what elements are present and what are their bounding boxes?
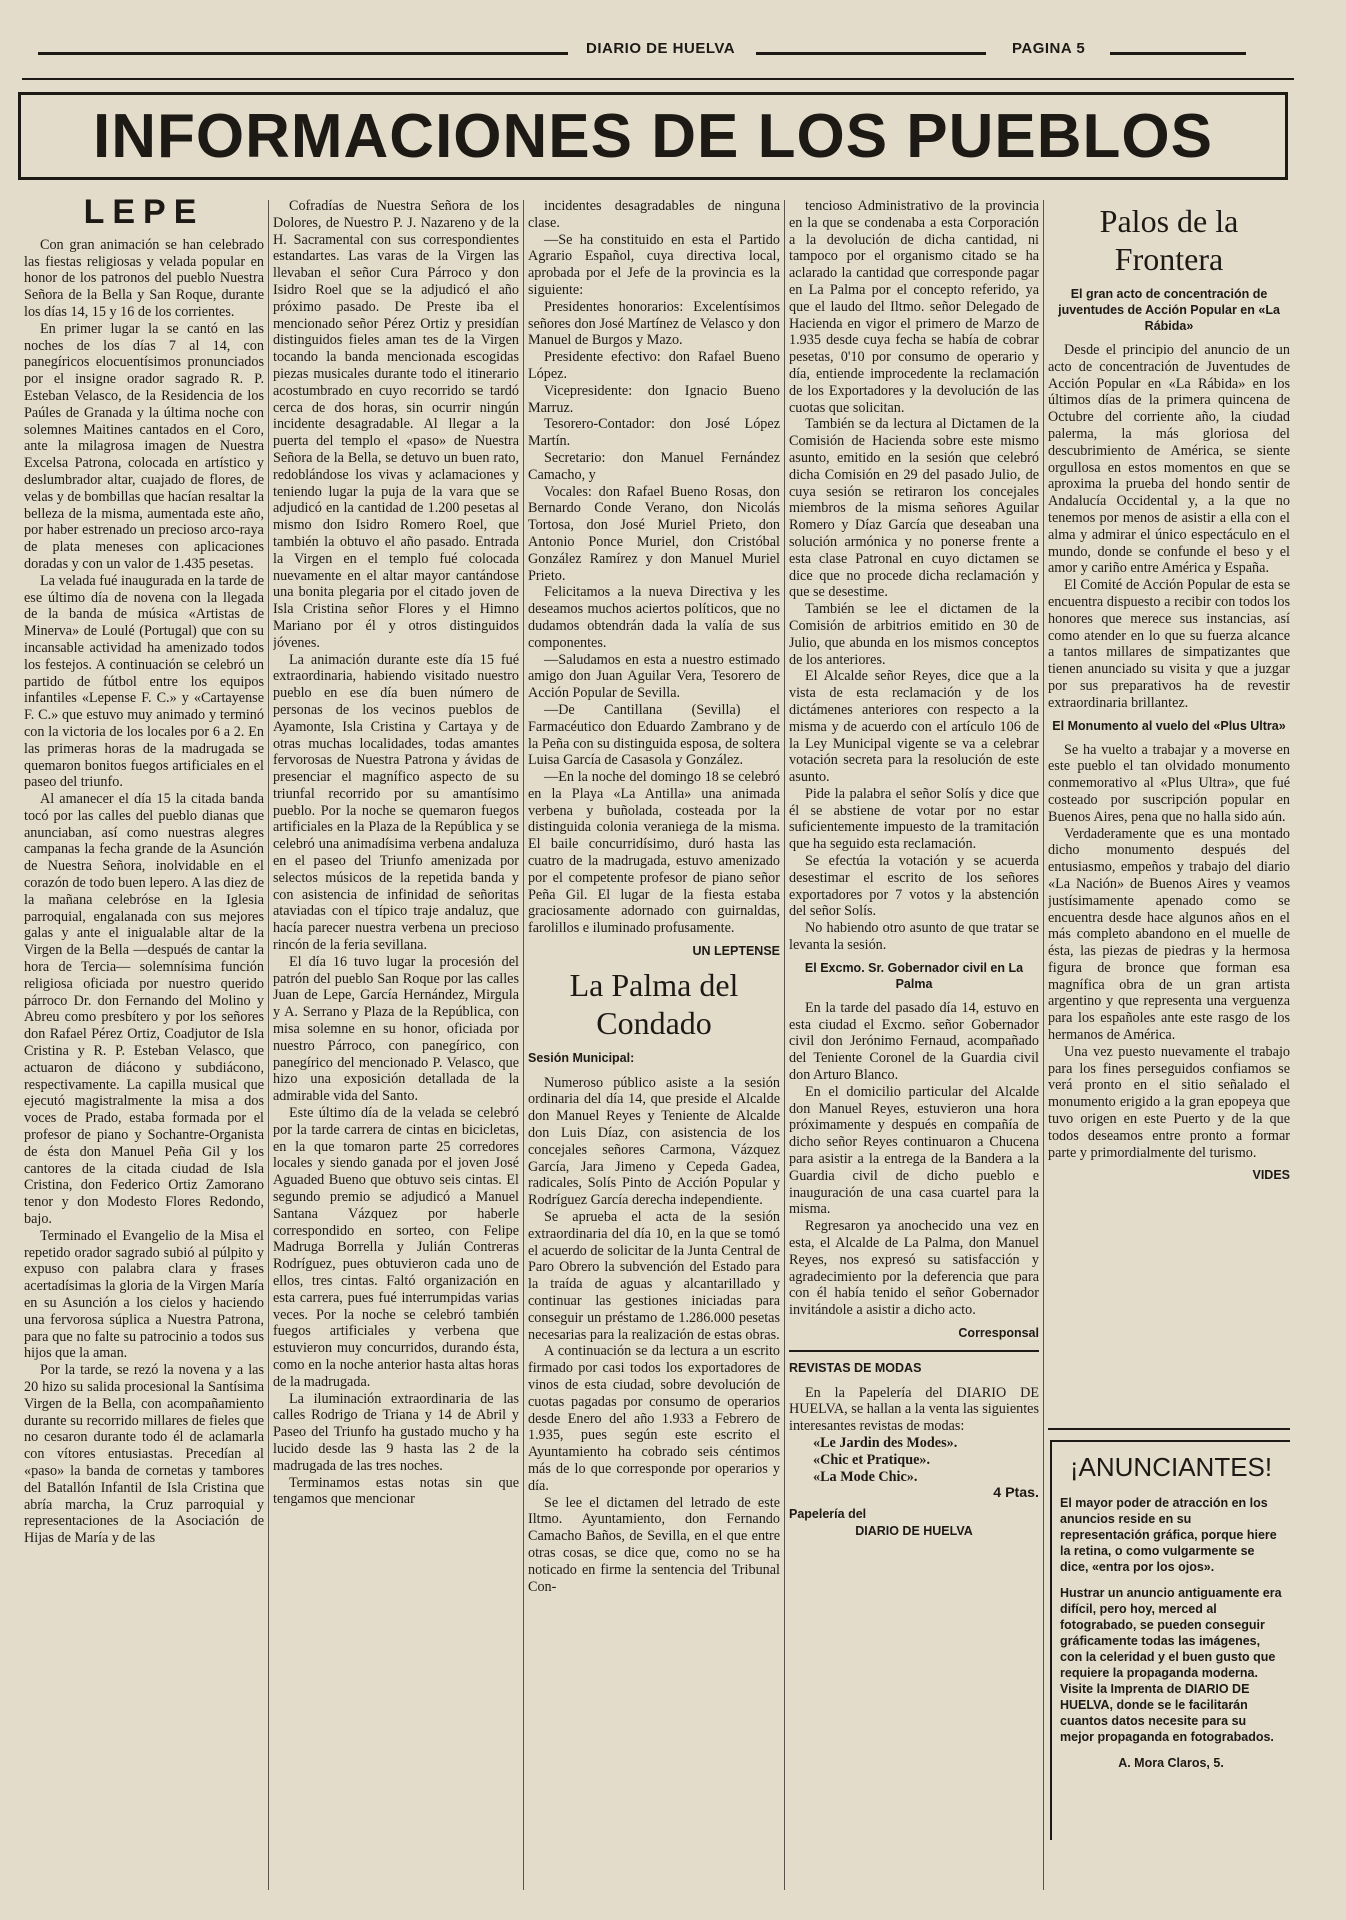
lepe-paragraph: —En la noche del domingo 18 se celebró en la Playa «La Antilla» una animada verbena y buñolada, costeada por la distinguida colonia veraniega de la misma. El baile concurridísimo, duró hasta las cuatro de la madrugada, estuvo amenizado por el competente profesor de piano señor Peña Gil. El lugar de la fiesta estaba graciosamente adornado con guirnaldas, farolillos e iluminado profusamente. xyxy=(528,769,780,937)
lepe-paragraph: Secretario: don Manuel Fernández Camacho, y xyxy=(528,449,780,483)
palma-paragraph: Pide la palabra el señor Solís y dice que él se abstiene de votar por no estar suficientemente impuesto de la tramitación que ha seguido esta reclamación. xyxy=(789,785,1039,853)
governor-paragraph: Regresaron ya anochecido una vez en esta, el Alcalde de La Palma, don Manuel Reyes, nos expresó su satisfacción y agradecimiento por la deferencia que para con él había tenido el señor Gobernador invitándole a asistir a dicho acto. xyxy=(789,1218,1039,1319)
lepe-paragraph: —De Cantillana (Sevilla) el Farmacéutico don Eduardo Zambrano y de la Peña con su distinguida esposa, de soltera Luisa García de Casasola y González. xyxy=(528,701,780,769)
palma-paragraph: También se lee el dictamen de la Comisión de arbitrios emitido en 30 de Julio, que abunda en los mismos conceptos de los anteriores. xyxy=(789,601,1039,668)
lepe-paragraph: Este último día de la velada se celebró por la tarde carrera de cintas en bicicletas, en la que tomaron parte 25 corredores locales y siendo ganada por el joven José Aguaded Bueno que obtuvo seis cintas. El segundo premio se adjudicó a Manuel Santana Vázquez por haberle correspondido en sorteo, con Felipe Madruga Borrella y Julián Contreras Rodríguez, pues obtuvieron cada uno de ellos, tres cintas. Faltó organización en esta carrera, pues fué interrumpidas varias veces. Por la noche se celebró también fuegos artificiales y verbena que estuvieron muy concurridos, durando ésta, como en la noche anterior hasta altas horas de la madrugada. xyxy=(273,1105,519,1390)
lepe-paragraph: La velada fué inaugurada en la tarde de ese último día de novena con la llegada de la banda de música «Artistas de Minerva» de Loulé (Portugal) que con su incansable actividad ha amenizado todos los festejos. A continuación se celebró un partido de fútbol entre los equipos infantiles «Lepense F. C.» y «Cartayense F. C.» que estuvo muy animado y terminó con la victoria de los locales por 6 a 2. En las primeras horas de la madrugada se quemaron bonitos fuegos artificiales en el paseo del triunfo. xyxy=(24,572,264,791)
column-lepe xyxy=(24,198,264,1898)
column-palma xyxy=(528,198,780,1898)
revistas-price: 4 Ptas. xyxy=(993,1485,1039,1502)
lepe-paragraph: Vocales: don Rafael Bueno Rosas, don Bernardo Conde Verano, don Nicolás Tortosa, don José Muriel Prieto, don Antonio Ponce Muriel, don Cristóbal González Ramírez y don Manuel Muriel Prieto. xyxy=(528,483,780,584)
revistas-item: «Le Jardin des Modes». xyxy=(813,1434,958,1451)
palma-paragraph: No habiendo otro asunto de que tratar se levanta la sesión. xyxy=(789,920,1039,954)
page-number: PAGINA 5 xyxy=(1012,40,1086,57)
lepe-paragraph: Presidente efectivo: don Rafael Bueno López. xyxy=(528,349,780,382)
palos-subtitle: El gran acto de concentración de juventudes de Acción Popular en «La Rábida» xyxy=(1058,287,1280,333)
palma-paragraph: También se da lectura al Dictamen de la Comisión de Hacienda sobre este mismo asunto, emitido en la sesión que celebró dicha Comisión en 29 del pasado Julio, de cuya sesión se retiraron los concejales miembros de la misma señores Aguilar Romero y Díaz García que deseaban una solución armónica y no ponerse frente a esta clase Patronal en cuyo dictamen se dice que no procede dicha reclamación y que se desestime. xyxy=(789,416,1039,601)
ads-paragraph: Hustrar un anuncio antiguamente era difícil, pero hoy, merced al fotograbado, se pueden conseguir gráficamente todas las imágenes, con la celeridad y el buen gusto que requiere la propaganda moderna. Visite la Imprenta de DIARIO DE HUELVA, donde se le facilitarán cuantos datos necesite para su mejor propaganda en fotograbados. xyxy=(1060,1586,1282,1744)
column-divider xyxy=(523,200,524,1890)
column-palma-continued xyxy=(789,198,1039,1898)
lepe-paragraph: Cofradías de Nuestra Señora de los Dolores, de Nuestro P. J. Nazareno y de la H. Sacramental con sus correspondientes estandartes. Las varas de la Virgen las llevaban el señor Cura Párroco y don Isidro Roel que se la adjudicó el año próximo pasado. De Preste iba el mencionado señor Pérez Ortiz y presidían distinguidos fieles aman tes de la Virgen tocando la banda mencionada escogidas piezas musicales durante todo el itinerario acostumbrado en cuyo recorrido se tardó cerca de dos horas, sin ocurrir ningún incidente desagradable. Al llegar a la puerta del templo el «paso» de Nuestra Señora de la Bella, se detuvo un buen rato, redoblándose los vivas y aclamaciones y teniendo lugar la puja de la vara que se adjudicó en la cantidad de 1.200 pesetas al mismo don Isidro Romero Roel, que también la obtuvo el año pasado. Entrada la Virgen en el templo fué colocada nuevamente en el altar mayor cantándose una bonita plegaria por el citado joven de Isla Cristina señor Flores y el Himno Mariano por él y otros distinguidos jóvenes. xyxy=(273,198,519,651)
column-divider xyxy=(268,200,269,1890)
ads-title: ¡ANUNCIANTES! xyxy=(1069,1452,1273,1482)
monument-paragraph: Verdaderamente que es una montado dicho monumento después del entusiasmo, empeños y trabajo del diario «La Nación» de Buenos Aires y veamos justísimamente apenado como se encuentra desde hace algunos años en el más completo abandono en el muelle de ésta, las piezas de piedras y la hermosa figura de bronce que forman esa magnífica obra de un gran artista argentino y que representa una verguenza para los españoles ante este rasgo de los hermanos de América. xyxy=(1048,825,1290,1044)
revistas-item: «La Mode Chic». xyxy=(813,1468,918,1485)
revistas-item: «Chic et Pratique». xyxy=(813,1451,931,1468)
lepe-paragraph: Por la tarde, se rezó la novena y a las 20 hizo su salida procesional la Santísima Virgen de la Bella, con acompañamiento durante su recorrido millares de fieles que no cesaron durante todo él de aclamarla con vítores entusiastas. Precedían al «paso» la banda de cornetas y tambores del Batallón Infantil de Isla Cristina que abría marcha, la Cruz parroquial y representaciones de la Asociación de Hijas de María y de las xyxy=(24,1362,264,1547)
lepe-paragraph: —Saludamos en esta a nuestro estimado amigo don Juan Aguilar Vera, Tesorero de Acción Popular de Sevilla. xyxy=(528,651,780,702)
monument-paragraph: Se ha vuelto a trabajar y a moverse en este pueblo el tan olvidado monumento conmemorativo al «Plus Ultra», que fué costeado por suscripción popular en Buenos Aires, pena que no halla sido aún. xyxy=(1048,741,1290,825)
lepe-paragraph: Terminamos estas notas sin que tengamos que mencionar xyxy=(273,1474,519,1508)
monument-paragraph: Una vez puesto nuevamente el trabajo para los fines perseguidos confiamos se verá pronto en el sitio señalado el monumento erigido a la gran epopeya que tuvo origen en este Puerto y de la que todos deseamos entre pronto a formar parte y primordialmente del turismo. xyxy=(1048,1043,1290,1161)
column-divider xyxy=(1043,200,1044,1890)
lepe-paragraph: Terminado el Evangelio de la Misa el repetido orador sagrado subió al púlpito y expuso con palabra clara y frases acertadísimas la gloria de la Virgen María en su Asunción a los cielos y haciendo una fervorosa súplica a Nuestra Patrona, para que no falte su patrocinio a todos sus hijos que la aman. xyxy=(24,1227,264,1362)
palma-paragraph: Se lee el dictamen del letrado de este Iltmo. Ayuntamiento, don Fernando Camacho Baños, de Sevilla, en el que entre otras cosas, se dice que, como no se ha noticado en firme la sentencia del Tribunal Con- xyxy=(528,1494,780,1595)
lepe-paragraph: Presidentes honorarios: Excelentísimos señores don José Martínez de Velasco y don Manuel de Burgos y Mazo. xyxy=(528,298,780,349)
lepe-paragraph: En primer lugar la se cantó en las noches de los días 7 al 14, con panegíricos elocuentísimos pronunciados por el insigne orador sagrado R. P. Esteban Velasco, de la Residencia de los Paúles de Granada y la última noche con solemnes Maitines cantados en el Coro, ante la milagrosa imagen de Nuestra Excelsa Patrona, colocada en artístico y deslumbrador altar, cuajado de flores, de velas y de bombillas que hacían resaltar la belleza de la misma, aumentada este año, por haber estrenado un precioso arco-raya de plata meneses con aplicaciones doradas y con un valor de 1.435 pesetas. xyxy=(24,320,264,572)
palos-paragraph: El Comité de Acción Popular de esta se encuentra dispuesto a recibir con todos los honores que merece sus instancias, así como atender en lo que su fuerza alcance a tantos millares de simpatizantes que tienen anunciado su visita y que a juzgar por sus preparativos ha de revestir extraordinaria brillantez. xyxy=(1048,577,1290,711)
revistas-footer: Papelería del xyxy=(789,1507,867,1522)
palma-paragraph: tencioso Administrativo de la provincia en la que se condenaba a esta Corporación a la devolución de dicha cantidad, ni tampoco por el organismo citado se ha aclarado la cantidad que corresponde pagar en La Palma por el concepto referido, ya que el laudo del Iltmo. señor Delegado de Hacienda en vigor el primero de Marzo de 1.935 desde cuya fecha se había de cobrar pesetas, 0'10 por consumo de operario y día, entiende improcedente la reclamación de los Exportadores y la devolución de las cuotas que solicitan. xyxy=(789,198,1039,416)
palma-paragraph: Se aprueba el acta de la sesión extraordinaria del día 10, en la que se tomó el acuerdo de solicitar de la Junta Central de Paro Obrero la subvención del Estado para la traída de aguas y alcantarillado y continuar las gestiones iniciadas para conseguir un préstamo de 1.286.000 pesetas necesarias para la realización de estas obras. xyxy=(528,1209,780,1343)
lepe-paragraph: Tesorero-Contador: don José López Martín. xyxy=(528,416,780,450)
lepe-paragraph: El día 16 tuvo lugar la procesión del patrón del pueblo San Roque por las calles Juan de Lepe, García Hernández, Mirgula y A. Serrano y Plaza de la República, con misa solemne en su honor, oficiada por nuestro Párroco, con panegírico, con panegírico del mencionado P. Velasco, que hizo una exposición detallada de la admirable vida del Santo. xyxy=(273,953,519,1105)
column-divider xyxy=(784,200,785,1890)
governor-paragraph: En la tarde del pasado día 14, estuvo en esta ciudad el Excmo. señor Gobernador civil don Jerónimo Fernaud, acompañado del Teniente Coronel de la Guardia civil don Arturo Blanco. xyxy=(789,999,1039,1084)
lepe-paragraph: Felicitamos a la nueva Directiva y les deseamos muchos aciertos políticos, que no dudamos obtendrán dada la valía de sus componentes. xyxy=(528,584,780,651)
lepe-signature: UN LEPTENSE xyxy=(692,944,780,959)
palos-paragraph: Desde el principio del anuncio de un acto de concentración de Juventudes de Acción Popular en «La Rábida» en los últimos días de la primera quincena de Octubre del corriente año, la ciudad palerma, la más gloriosa del descubrimiento de América, se siente orgullosa en estos momentos en que se aproxima la prueba del hondo sentir de Andalucía Occidental y, a la que no tenemos por menos de asistir a ella con el alma y admirar el único espectáculo en el mundo, donde se confunde el beso y el amor y cariño entre América y España. xyxy=(1048,342,1290,577)
monument-title: El Monumento al vuelo del «Plus Ultra» xyxy=(1052,718,1286,733)
palma-signature: Corresponsal xyxy=(958,1326,1039,1340)
revistas-intro: En la Papelería del DIARIO DE HUELVA, se hallan a la venta las siguientes interesantes revistas de modas: xyxy=(789,1384,1039,1435)
column-lepe-continued xyxy=(273,198,519,1898)
palma-paragraph: Se efectúa la votación y se acuerda desestimar el escrito de los señores exportadores por 7 votos y la abstención del señor Solís. xyxy=(789,853,1039,920)
governor-paragraph: En el domicilio particular del Alcalde don Manuel Reyes, estuvieron una hora próximamente y después en compañía de dicho señor Reyes continuaron a Chucena para asistir a la entrega de la Bandera a la Guardia civil de dicho pueblo e inauguración de una casa cuartel para la misma. xyxy=(789,1083,1039,1218)
column-palos xyxy=(1048,198,1290,1428)
lepe-paragraph: —Se ha constituido en esta el Partido Agrario Español, cuya directiva local, aprobada por el Jefe de la provincia es la siguiente: xyxy=(528,231,780,298)
lepe-paragraph: La animación durante este día 15 fué extraordinaria, habiendo visitado nuestro pueblo en ese día buen número de personas de los vecinos pueblos de Ayamonte, Isla Cristina y Cartaya y de otras muchas localidades, todas amantes fervorosas de Nuestra Patrona y ávidas de presenciar el magnífico aspecto de su triunfal recorrido por su amantísimo pueblo. Por la noche se quemaron fuegos artificiales en la Plaza de la República y se celebró una animadísima verbena andaluza en el paseo del Triunfo amenizada por selectos músicos de la repetida banda y con asistencia de infinidad de señoritas ataviadas con el típico traje andaluz, que hacía parecer nuestra verbena un precioso rincón de la feria sevillana. xyxy=(273,651,519,954)
lepe-paragraph: Con gran animación se han celebrado las fiestas religiosas y velada popular en honor de los patronos del pueblo Nuestra Señora de la Bella y San Roque, durante los días 14, 15 y 16 de los corrientes. xyxy=(24,236,264,320)
lepe-title: LEPE xyxy=(83,198,205,231)
palma-title: La Palma del Condado xyxy=(569,966,739,1041)
ads-paragraph: El mayor poder de atracción en los anuncios reside en su representación gráfica, porque hiere la retina, o como vulgarmente se dice, «entra por los ojos». xyxy=(1060,1496,1277,1574)
lepe-paragraph: La iluminación extraordinaria de las calles Rodrigo de Triana y 14 de Abril y Paseo del Triunfo ha gustado mucho y ha lucido desde las 9 hasta las 2 de la madrugada de las tres noches. xyxy=(273,1390,519,1474)
palma-paragraph: A continuación se da lectura a un escrito firmado por casi todos los exportadores de vinos de esta ciudad, sobre devolución de cuotas pagadas por consumo de operarios desde Enero del año 1.933 a Febrero de 1.935, pues según este escrito el Ayuntamiento ha cobrado seis céntimos más de lo que corresponde por operarios y día. xyxy=(528,1343,780,1494)
lepe-paragraph: Vicepresidente: don Ignacio Bueno Marruz. xyxy=(528,382,780,416)
ads-top-rule xyxy=(1048,1428,1290,1430)
lepe-paragraph: incidentes desagradables de ninguna clase. xyxy=(528,198,780,231)
palos-signature: VIDES xyxy=(1252,1168,1290,1183)
header-rule-middle xyxy=(756,52,986,55)
palos-title: Palos de la Frontera xyxy=(1099,203,1239,277)
palma-subtitle: Sesión Municipal: xyxy=(528,1050,635,1065)
section-banner xyxy=(18,92,1288,180)
palma-paragraph: Numeroso público asiste a la sesión ordinaria del día 14, que preside el Alcalde don Manuel Reyes y Teniente de Alcalde don Luis Díaz, con asistencia de los concejales señores Carmona, Vázquez García, Jara Jimeno y Cepeda Gadea, radicales, Solís Pinto de Acción Popular y Rodríguez García derecha independiente. xyxy=(528,1074,780,1209)
revistas-footer-name: DIARIO DE HUELVA xyxy=(855,1523,973,1538)
revistas-title: REVISTAS DE MODAS xyxy=(789,1360,922,1375)
revistas-list xyxy=(789,1435,1039,1485)
header-rule-right xyxy=(1110,52,1246,55)
governor-title: El Excmo. Sr. Gobernador civil en La Palma xyxy=(804,960,1024,991)
palma-paragraph: El Alcalde señor Reyes, dice que a la vista de esta reclamación y de los dictámenes anteriores con respecto a la misma y de acuerdo con el artículo 106 de la Ley Municipal vigente se va a celebrar votación secreta para la resolución de este asunto. xyxy=(789,668,1039,786)
top-rule xyxy=(22,78,1294,80)
newspaper-name: DIARIO DE HUELVA xyxy=(586,40,736,57)
lepe-paragraph: Al amanecer el día 15 la citada banda tocó por las calles del pueblo dianas que anunciaban, así como nuestras alegres campanas la fecha grande de la Asunción de Nuestra Señora, inolvidable en el corazón de todo buen lepero. A las diez de la mañana celebróse en la Iglesia parroquial, engalanada con sus mejores galas y ante el inigualable altar de la Virgen de la Bella —después de cantar la hora de Tercia— solemnísima función religiosa oficiada por nuestro querido párroco Dr. don Fernando del Molino y Abreu como presbítero y por los señores don Rafael Pérez Ortiz, Coadjutor de Isla Cristina y R. P. Esteban Velasco, que actuaron de diácono y subdiácono, respectivamente. La capilla musical que ejecutó magistralmente la misa a dos voces de Prado, estaba formada por el profesor de piano y Sochantre-Organista de ésta don Manuel Peña Gil y los cantores de la citada ciudad de Isla Cristina, don Federico Ortiz Zamorano tenor y don Modesto Flores Redondo, bajo. xyxy=(24,791,264,1228)
section-divider xyxy=(789,1350,1039,1352)
header-rule-left xyxy=(38,52,568,55)
ads-address: A. Mora Claros, 5. xyxy=(1118,1756,1224,1770)
section-title: INFORMACIONES DE LOS PUEBLOS xyxy=(93,101,1213,171)
advertisement-box xyxy=(1050,1440,1290,1840)
